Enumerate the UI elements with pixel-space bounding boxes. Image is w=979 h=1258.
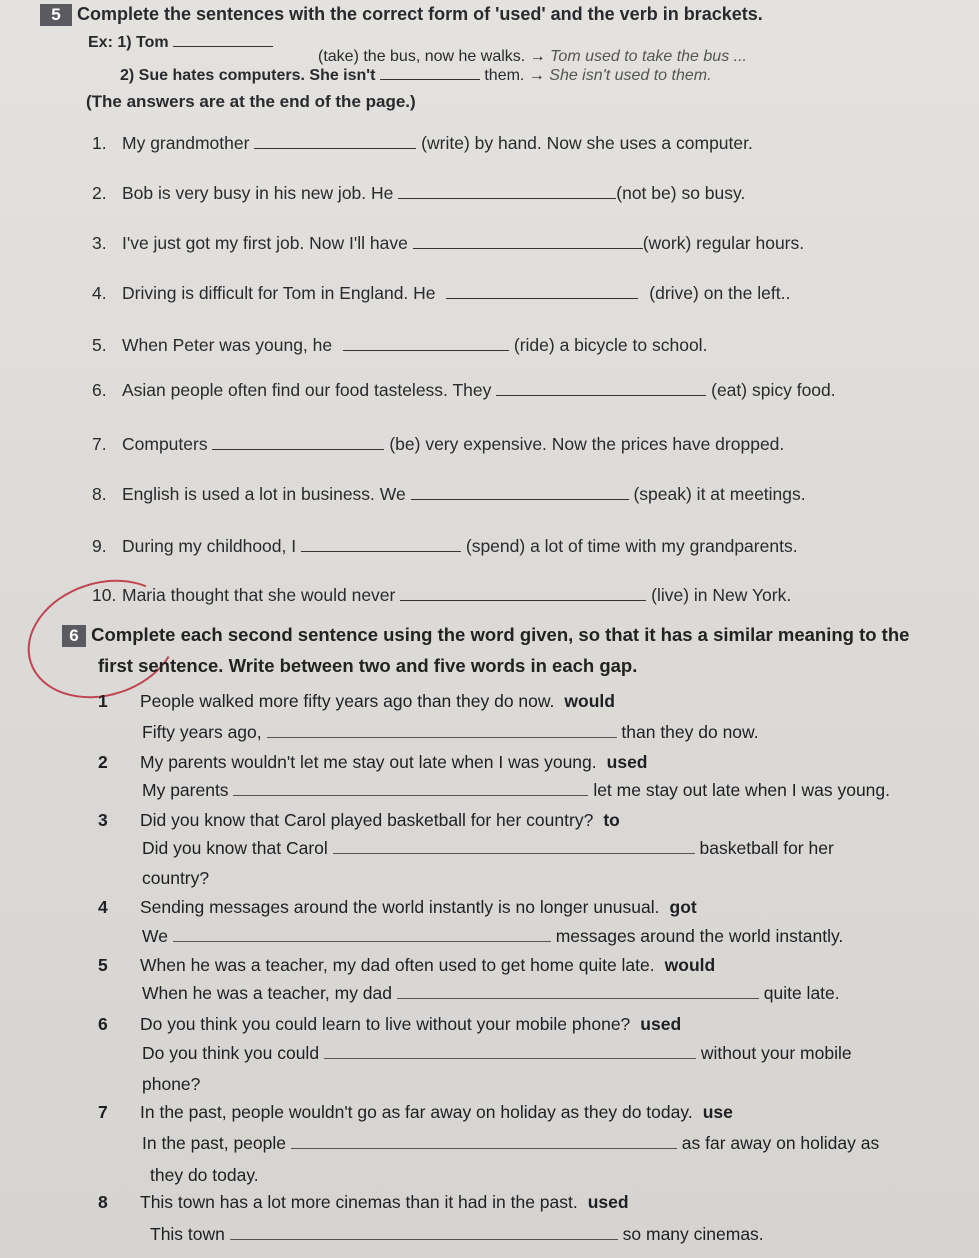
ex6-item-8-rewrite: This town so many cinemas. [150,1224,764,1244]
ex5-item-8: 8. English is used a lot in business. We (speak) it at meetings. [92,484,806,504]
ex6-item-3-continuation: country? [142,868,210,888]
ex6-item-2-sentence: 2 My parents wouldn't let me stay out late when I was young. used [98,752,648,772]
example-1-rest: (take) the bus, now he walks. → Tom used to take the bus ... [318,48,747,65]
ex5-item-6: 6. Asian people often find our food tasteless. They (eat) spicy food. [92,380,836,400]
answer-gap[interactable] [267,736,617,738]
answer-gap[interactable] [496,394,706,396]
ex5-item-4: 4. Driving is difficult for Tom in England. He (drive) on the left.. [92,283,791,303]
ex6-item-3-sentence: 3 Did you know that Carol played basketball for her country? to [98,810,620,830]
ex5-item-5: 5. When Peter was young, he (ride) a bicycle to school. [92,335,708,355]
ex6-item-7-rewrite: In the past, people as far away on holiday as [142,1133,880,1153]
answer-gap[interactable] [301,550,461,552]
answer-gap[interactable] [233,794,588,796]
ex6-item-7-sentence: 7 In the past, people wouldn't go as far away on holiday as they do today. use [98,1102,733,1122]
answer-gap[interactable] [333,852,695,854]
ex6-item-1-sentence: 1 People walked more fifty years ago than they do now. would [98,691,615,711]
answer-gap[interactable] [291,1147,677,1149]
ex5-item-10: 10. Maria thought that she would never (live) in New York. [92,585,792,605]
answer-gap[interactable] [413,247,643,249]
ex6-item-4-sentence: 4 Sending messages around the world instantly is no longer unusual. got [98,897,697,917]
exercise-5-instruction: Complete the sentences with the correct form of 'used' and the verb in brackets. [77,4,763,24]
answer-gap[interactable] [173,940,551,942]
ex6-item-5-sentence: 5 When he was a teacher, my dad often used to get home quite late. would [98,955,716,975]
answers-note: (The answers are at the end of the page.) [86,92,416,111]
example-1-gap [173,45,273,47]
exercise-6-instruction-line2: first sentence. Write between two and five words in each gap. [98,655,638,676]
ex6-item-3-rewrite: Did you know that Carol basketball for her [142,838,834,858]
answer-gap[interactable] [324,1057,696,1059]
exercise-5-header [40,4,763,26]
ex6-item-6-sentence: 6 Do you think you could learn to live without your mobile phone? used [98,1014,682,1034]
answer-gap[interactable] [254,147,416,149]
answer-gap[interactable] [343,349,509,351]
ex6-item-6-rewrite: Do you think you could without your mobile [142,1043,852,1063]
answer-gap[interactable] [397,997,759,999]
ex5-item-1: 1. My grandmother (write) by hand. Now she uses a computer. [92,133,753,153]
ex6-item-7-continuation: they do today. [150,1165,259,1185]
ex6-item-4-rewrite: We messages around the world instantly. [142,926,844,946]
answer-gap[interactable] [398,197,616,199]
exercise-5-badge: 5 [40,4,72,26]
exercise-6-instruction-line1: Complete each second sentence using the word given, so that it has a similar meaning to the [91,624,910,645]
ex5-item-9: 9. During my childhood, I (spend) a lot of time with my grandparents. [92,536,798,556]
ex6-item-8-sentence: 8 This town has a lot more cinemas than it had in the past. used [98,1192,629,1212]
ex6-item-1-rewrite: Fifty years ago, than they do now. [142,722,759,742]
example-2: 2) Sue hates computers. She isn't them. → She isn't used to them. [120,67,712,84]
answer-gap[interactable] [411,498,629,500]
ex5-item-3: 3. I've just got my first job. Now I'll have (work) regular hours. [92,233,805,253]
ex6-item-6-continuation: phone? [142,1074,201,1094]
answer-gap[interactable] [212,448,384,450]
ex5-item-7: 7. Computers (be) very expensive. Now the prices have dropped. [92,434,785,454]
answer-gap[interactable] [400,599,646,601]
answer-gap[interactable] [446,297,638,299]
ex5-item-2: 2. Bob is very busy in his new job. He (not be) so busy. [92,183,746,203]
example-1-prefix: Ex: 1) Tom [88,34,273,52]
answer-gap[interactable] [230,1238,618,1240]
ex6-item-5-rewrite: When he was a teacher, my dad quite late. [142,983,840,1003]
exercise-6-badge: 6 [62,625,86,647]
example-2-gap [380,78,480,80]
ex6-item-2-rewrite: My parents let me stay out late when I was young. [142,780,891,800]
exercise-6-header [62,624,909,647]
